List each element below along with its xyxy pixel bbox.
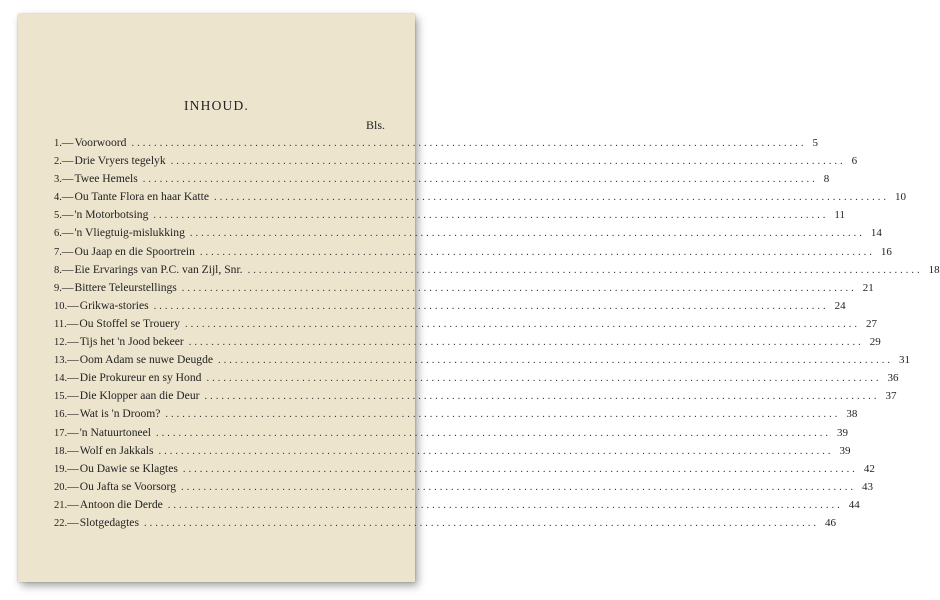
table-of-contents: [54, 136, 940, 534]
toc-entry-number: 20.: [54, 481, 68, 493]
toc-entry: [54, 407, 858, 425]
toc-entry-dash: —: [67, 461, 79, 475]
toc-entry: [54, 262, 940, 281]
toc-entry-number: 8.: [54, 264, 62, 276]
toc-entry-number: 12.: [54, 337, 68, 349]
toc-entry-number: 18.: [54, 445, 68, 457]
toc-entry-number: 22.: [54, 517, 68, 529]
toc-entry-title: 'n Motorbotsing: [74, 208, 149, 222]
toc-entry-number: 15.: [54, 391, 68, 403]
toc-entry-title: Slotgedagtes: [79, 515, 139, 529]
toc-entry-page: 43: [862, 480, 874, 493]
toc-entry: [54, 172, 830, 190]
toc-entry-dash: —: [61, 190, 74, 204]
toc-entry-dash: —: [61, 208, 74, 222]
toc-entry-title: Twee Hemels: [74, 172, 138, 186]
toc-entry-page: 46: [824, 516, 836, 529]
toc-entry-page: 44: [848, 498, 860, 511]
toc-entry-page: 42: [863, 462, 875, 475]
toc-entry-leader-dots: ........................................................................................................................: [158, 445, 834, 457]
toc-entry-dash: —: [67, 407, 79, 421]
toc-entry-number: 7.: [54, 246, 62, 258]
toc-entry-leader-dots: ........................................................................................................................: [213, 192, 889, 204]
toc-entry-page: 11: [834, 209, 845, 222]
toc-entry-dash: —: [67, 298, 79, 312]
document-page: [18, 14, 940, 582]
toc-entry-leader-dots: ........................................................................................................................: [167, 499, 843, 511]
toc-entry-dash: —: [67, 335, 79, 349]
toc-entry: [54, 208, 845, 226]
toc-entry-leader-dots: ........................................................................................................................: [142, 174, 818, 186]
toc-entry-page: 14: [870, 227, 882, 240]
toc-entry: [54, 316, 877, 335]
toc-entry-leader-dots: ........................................................................................................................: [165, 409, 841, 421]
toc-entry-title: Die Prokureur en sy Hond: [79, 371, 202, 385]
toc-entry-leader-dots: ........................................................................................................................: [206, 373, 882, 385]
toc-entry: [54, 443, 851, 462]
toc-entry-title: 'n Vliegtuig-mislukking: [74, 226, 185, 240]
toc-entry-title: Ou Jaap en die Spoortrein: [74, 244, 195, 258]
toc-entry-leader-dots: ........................................................................................................................: [156, 427, 832, 439]
toc-entry-leader-dots: ........................................................................................................................: [181, 481, 857, 493]
toc-entry-number: 13.: [54, 355, 68, 367]
toc-entry-page: 37: [885, 390, 897, 403]
toc-entry-title: Voorwoord: [74, 136, 127, 149]
toc-entry-title: Antoon die Derde: [79, 497, 163, 511]
toc-entry: [54, 371, 899, 389]
toc-entry: [54, 226, 882, 244]
toc-entry-leader-dots: ........................................................................................................................: [218, 355, 894, 367]
toc-entry: [54, 335, 881, 353]
toc-entry-dash: —: [67, 497, 79, 511]
toc-entry-dash: —: [67, 515, 79, 529]
toc-entry: [54, 425, 849, 444]
toc-entry-page: 36: [887, 372, 899, 385]
toc-entry-dash: —: [67, 371, 79, 385]
toc-entry: [54, 190, 906, 208]
toc-entry-dash: —: [61, 172, 74, 186]
toc-entry-title: Wolf en Jakkals: [79, 443, 154, 457]
toc-entry-leader-dots: ........................................................................................................................: [189, 228, 865, 240]
toc-entry-number: 16.: [54, 409, 68, 421]
toc-entry-title: Oom Adam se nuwe Deugde: [79, 353, 214, 367]
toc-entry-number: 17.: [54, 427, 68, 439]
toc-entry-number: 2.: [54, 156, 62, 168]
toc-entry-page: 21: [862, 281, 874, 294]
toc-entry-title: Drie Vryers tegelyk: [74, 154, 166, 168]
toc-entry-number: 14.: [54, 373, 68, 385]
toc-entry-number: 11.: [54, 318, 67, 330]
toc-entry-leader-dots: ........................................................................................................................: [182, 463, 858, 475]
toc-entry-number: 6.: [54, 228, 62, 240]
toc-entry-leader-dots: ........................................................................................................................: [188, 337, 864, 349]
toc-entry-page: 39: [837, 426, 849, 439]
toc-entry-page: 29: [869, 336, 881, 349]
toc-entry: [54, 389, 897, 407]
toc-entry-page: 16: [880, 245, 892, 258]
toc-entry-leader-dots: ........................................................................................................................: [143, 517, 819, 529]
toc-entry-number: 1.: [54, 138, 62, 149]
toc-entry-dash: —: [67, 353, 79, 367]
toc-entry-page: 8: [823, 173, 830, 186]
toc-entry-title: Tijs het 'n Jood bekeer: [79, 335, 184, 349]
toc-entry: [54, 154, 858, 172]
toc-entry-page: 5: [812, 137, 818, 149]
toc-entry: [54, 461, 875, 480]
toc-entry-dash: —: [67, 425, 79, 439]
toc-entry-page: 10: [894, 191, 906, 204]
toc-entry-leader-dots: ........................................................................................................................: [247, 264, 923, 276]
toc-entry-dash: —: [61, 154, 74, 168]
toc-entry-title: Ou Dawie se Klagtes: [79, 461, 178, 475]
toc-entry-page: 31: [899, 354, 911, 367]
toc-entry: [54, 353, 911, 371]
toc-entry-page: 18: [928, 263, 940, 276]
toc-entry-leader-dots: ........................................................................................................................: [184, 318, 860, 330]
toc-entry: [54, 136, 818, 154]
toc-entry-page: 24: [834, 299, 846, 312]
toc-entry-number: 4.: [54, 192, 62, 204]
toc-entry-leader-dots: ........................................................................................................................: [199, 246, 875, 258]
page-title: INHOUD.: [183, 98, 250, 113]
toc-entry-title: Ou Stoffel se Trouery: [79, 316, 180, 330]
toc-entry-dash: —: [61, 226, 74, 240]
toc-entry-number: 10.: [54, 300, 68, 312]
toc-entry-dash: —: [67, 443, 79, 457]
toc-entry-dash: —: [61, 280, 74, 294]
toc-entry: [54, 479, 874, 498]
toc-entry-title: Eie Ervarings van P.C. van Zijl, Snr.: [74, 262, 243, 276]
toc-entry-leader-dots: ........................................................................................................................: [181, 282, 857, 294]
toc-entry-number: 5.: [54, 210, 62, 222]
toc-entry-title: Ou Jafta se Voorsorg: [79, 479, 177, 493]
toc-entry-page: 38: [846, 408, 858, 421]
toc-entry: [54, 244, 892, 263]
toc-entry: [54, 298, 846, 317]
toc-entry-title: Wat is 'n Droom?: [79, 407, 161, 421]
toc-entry-page: 27: [865, 317, 877, 330]
toc-entry-title: Ou Tante Flora en haar Katte: [74, 190, 209, 204]
page-column-header: Bls.: [365, 118, 385, 132]
toc-entry-dash: —: [66, 316, 79, 330]
toc-entry-title: Grikwa-stories: [79, 298, 149, 312]
toc-entry-leader-dots: ........................................................................................................................: [204, 391, 880, 403]
toc-entry-number: 21.: [54, 499, 68, 511]
toc-entry-leader-dots: ........................................................................................................................: [170, 156, 846, 168]
toc-entry-number: 19.: [54, 463, 68, 475]
toc-entry-dash: —: [67, 479, 79, 493]
toc-entry-dash: —: [61, 262, 74, 276]
toc-entry-page: 39: [839, 444, 851, 457]
toc-entry: [54, 497, 860, 516]
toc-entry: [54, 280, 874, 299]
toc-entry-leader-dots: ........................................................................................................................: [153, 300, 829, 312]
toc-entry-leader-dots: ........................................................................................................................: [131, 138, 807, 149]
toc-entry-title: 'n Natuurtoneel: [79, 425, 152, 439]
toc-entry-title: Bittere Teleurstellings: [74, 280, 177, 294]
toc-entry-dash: —: [61, 244, 74, 258]
toc-entry: [54, 515, 836, 534]
toc-entry-dash: —: [67, 389, 79, 403]
toc-entry-title: Die Klopper aan die Deur: [79, 389, 200, 403]
toc-entry-leader-dots: ........................................................................................................................: [153, 210, 829, 222]
toc-entry-number: 3.: [54, 174, 62, 186]
toc-entry-number: 9.: [54, 282, 62, 294]
toc-entry-dash: —: [61, 136, 74, 149]
toc-entry-page: 6: [851, 155, 858, 168]
